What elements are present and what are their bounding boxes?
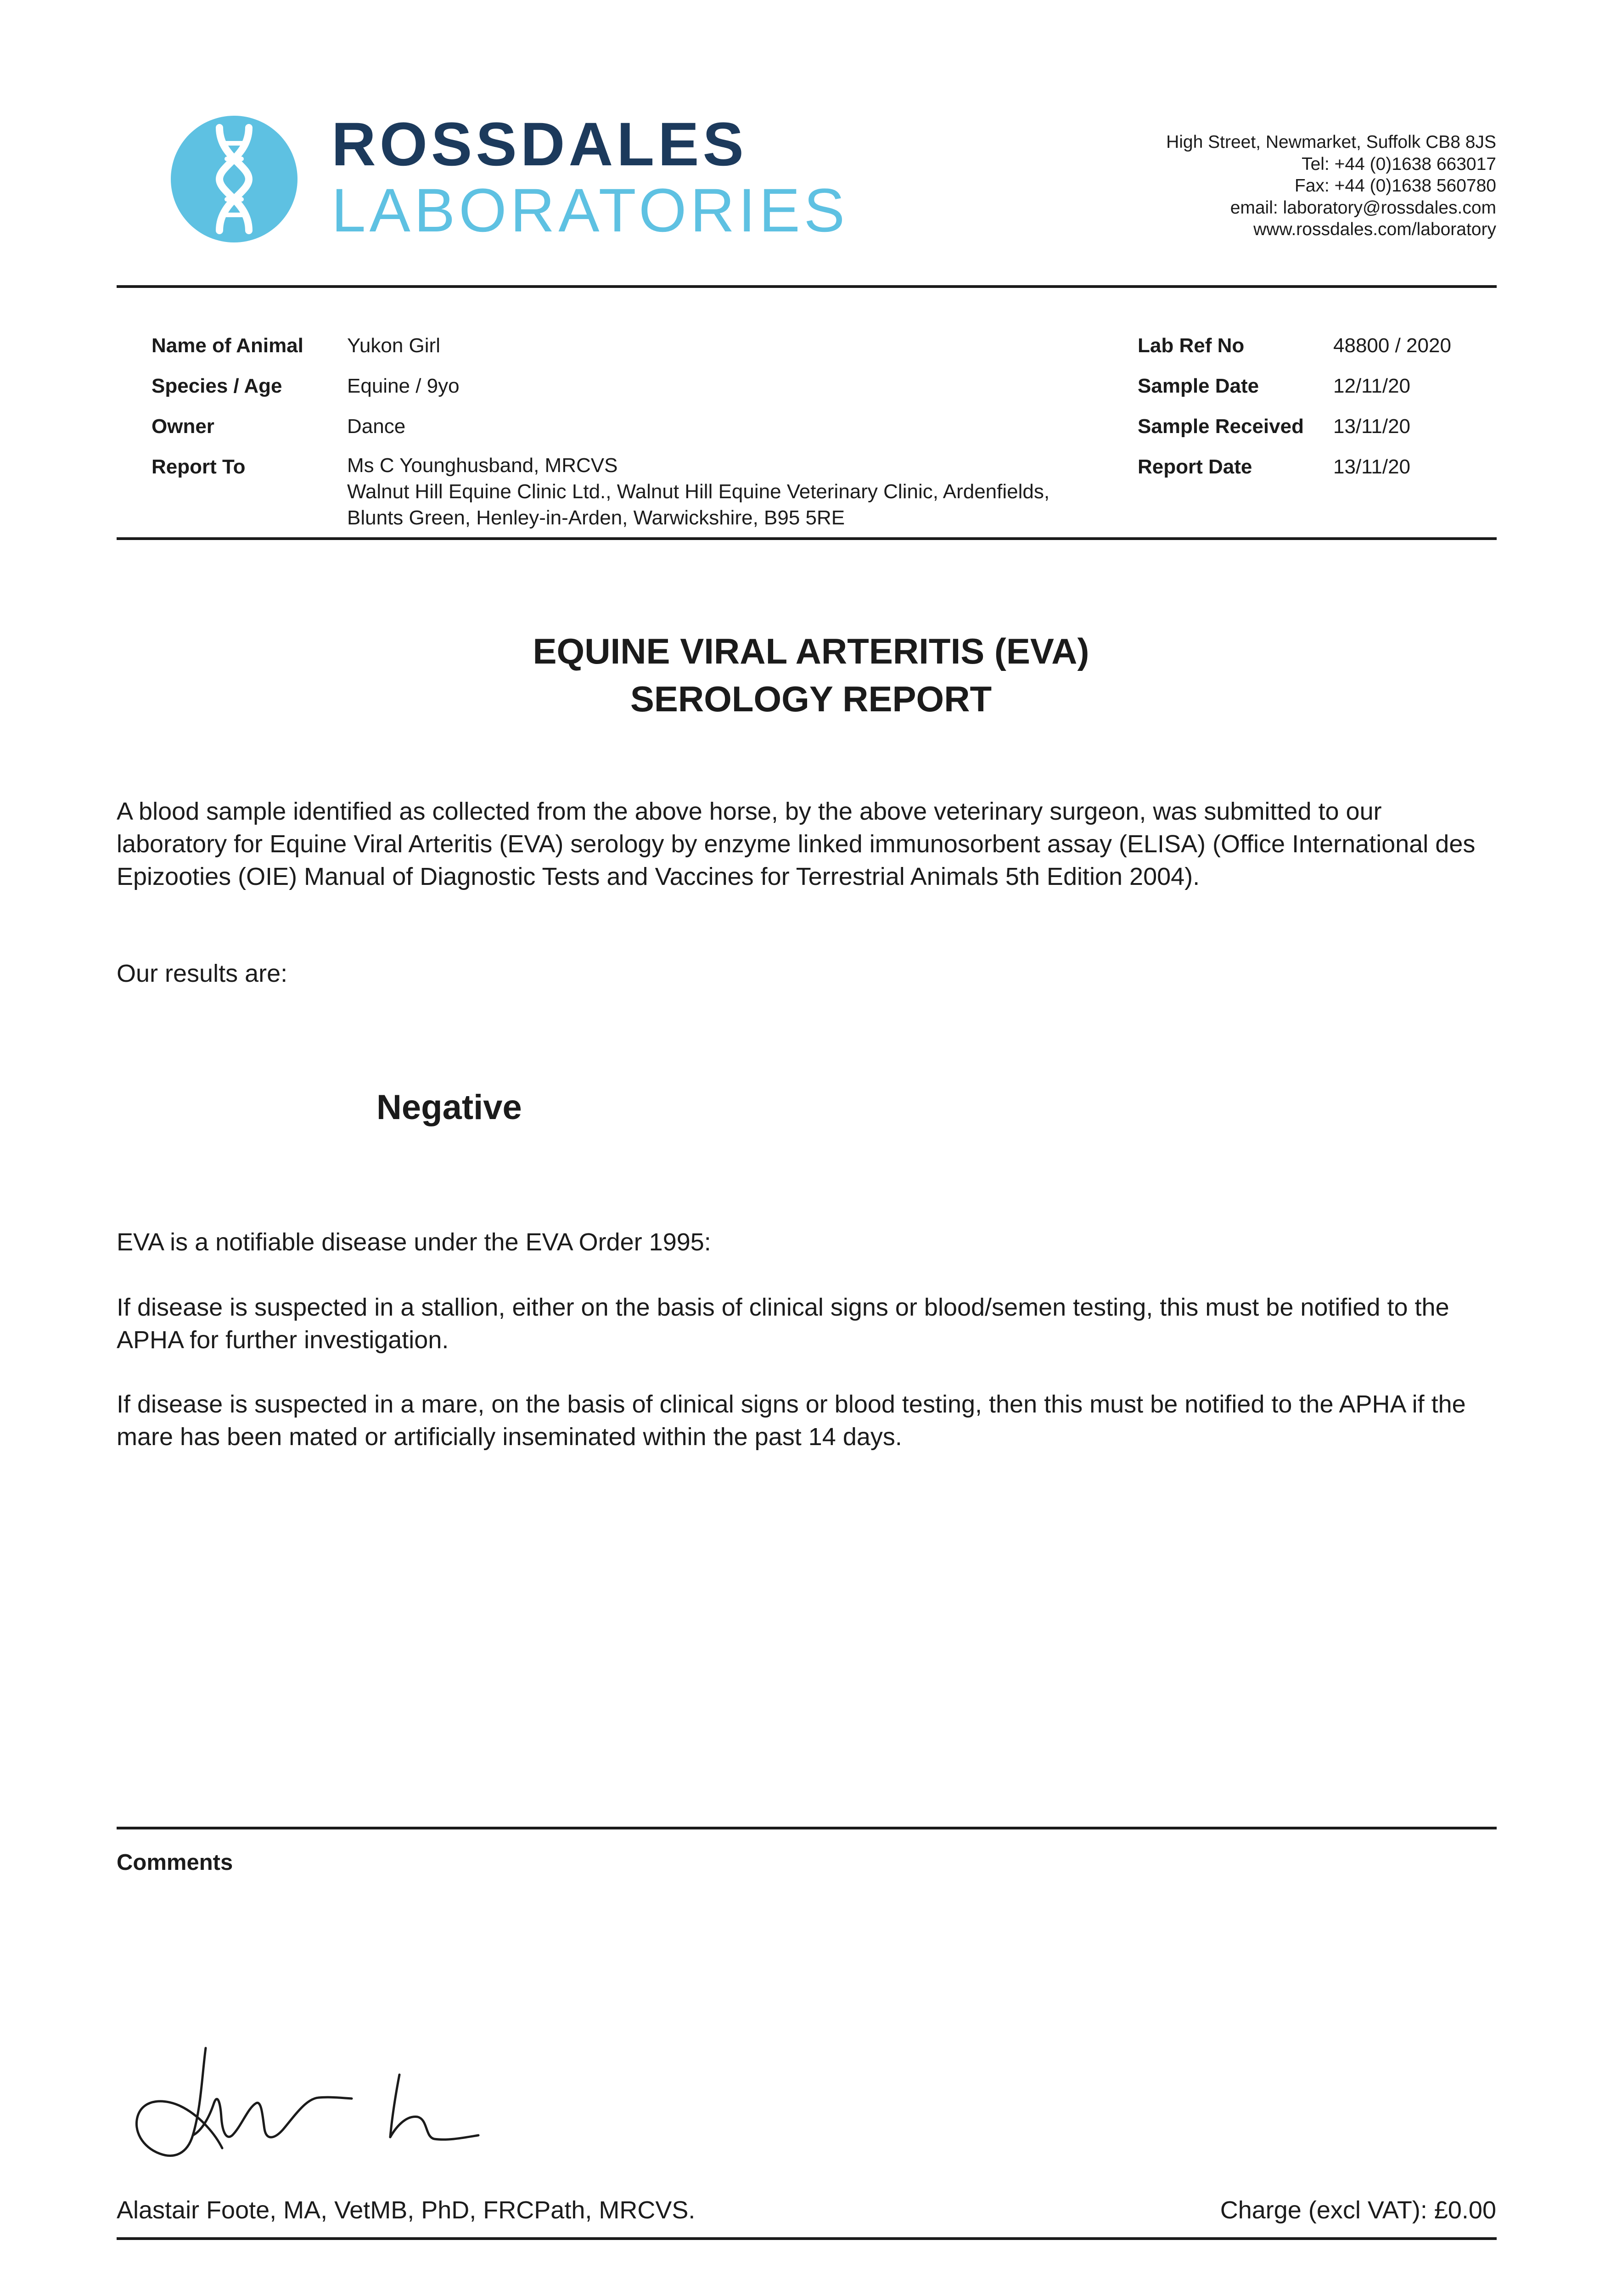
notifiable-paragraph: EVA is a notifiable disease under the EVA Order 1995: (117, 1228, 711, 1256)
owner-label: Owner (152, 415, 214, 438)
owner-value: Dance (347, 415, 406, 438)
signature-image (124, 2039, 482, 2167)
contact-block (1166, 131, 1496, 241)
name-of-animal-label: Name of Animal (152, 334, 303, 357)
mare-paragraph: If disease is suspected in a mare, on the basis of clinical signs or blood testing, then this must be notified to the APHA if the mare has been mated or artificially inseminated within the past 14 days. (117, 1390, 1466, 1451)
logo-name-line1: ROSSDALES (331, 110, 747, 179)
signer-name: Alastair Foote, MA, VetMB, PhD, FRCPath, MRCVS. (117, 2196, 696, 2224)
lab-ref-no-label: Lab Ref No (1138, 334, 1245, 357)
report-to-line: Ms C Younghusband, MRCVS (347, 454, 618, 477)
report-date-value: 13/11/20 (1333, 456, 1411, 478)
report-to-value (347, 452, 1050, 531)
report-to-line: Blunts Green, Henley-in-Arden, Warwickshire, B95 5RE (347, 506, 845, 529)
result-value: Negative (376, 1088, 522, 1127)
contact-fax: Fax: +44 (0)1638 560780 (1294, 176, 1496, 196)
details-divider (117, 537, 1497, 540)
contact-address: High Street, Newmarket, Suffolk CB8 8JS (1166, 132, 1496, 152)
charge-text: Charge (excl VAT): £0.00 (1220, 2196, 1496, 2224)
contact-email: email: laboratory@rossdales.com (1230, 197, 1496, 218)
lab-ref-no-value: 48800 / 2020 (1333, 334, 1451, 357)
report-title (0, 627, 1622, 723)
species-age-label: Species / Age (152, 375, 282, 397)
report-date-label: Report Date (1138, 456, 1252, 478)
report-to-line: Walnut Hill Equine Clinic Ltd., Walnut Hill Equine Veterinary Clinic, Ardenfields, (347, 480, 1050, 503)
header-divider (117, 285, 1497, 288)
sample-date-label: Sample Date (1138, 375, 1259, 397)
dna-helix-icon (170, 115, 298, 243)
report-to-label: Report To (152, 456, 246, 478)
results-lead: Our results are: (117, 960, 288, 987)
name-of-animal-value: Yukon Girl (347, 334, 440, 357)
footer-divider (117, 2237, 1497, 2240)
sample-received-value: 13/11/20 (1333, 415, 1411, 438)
report-title-line1: EQUINE VIRAL ARTERITIS (EVA) (533, 631, 1089, 671)
comments-label: Comments (117, 1850, 233, 1875)
logo-name-line2: LABORATORIES (331, 176, 849, 245)
intro-paragraph: A blood sample identified as collected from the above horse, by the above veterinary surgeon, was submitted to our laboratory for Equine Viral Arteritis (EVA) serology by enzyme linked immunosorbent assay (ELISA) (Office International des Epizooties (OIE) Manual of Diagnostic Tests and Vaccines for Terrestrial Animals 5th Edition 2004). (117, 798, 1476, 890)
contact-tel: Tel: +44 (0)1638 663017 (1302, 154, 1496, 174)
stallion-paragraph: If disease is suspected in a stallion, either on the basis of clinical signs or blood/semen testing, this must be notified to the APHA for further investigation. (117, 1294, 1449, 1354)
species-age-value: Equine / 9yo (347, 375, 460, 397)
sample-date-value: 12/11/20 (1333, 375, 1411, 397)
report-title-line2: SEROLOGY REPORT (630, 679, 992, 719)
contact-web: www.rossdales.com/laboratory (1253, 219, 1496, 239)
comments-divider (117, 1827, 1497, 1829)
sample-received-label: Sample Received (1138, 415, 1304, 438)
